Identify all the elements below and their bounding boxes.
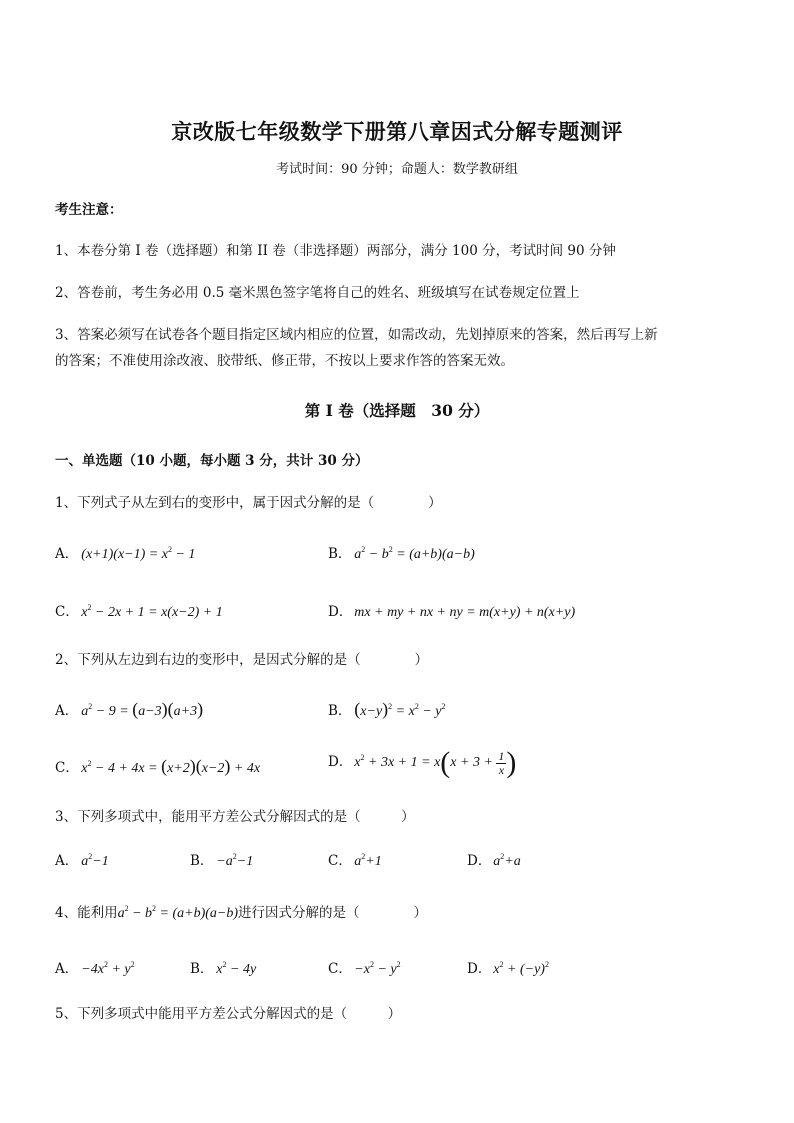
math-expression: $a^2 - b^2 = (a+b)(a-b)$ <box>354 545 475 562</box>
option-letter: C． <box>55 760 79 776</box>
option-letter: C． <box>328 961 352 977</box>
math-expression: mx + my + nx + ny = m(x+y) + n(x+y) <box>354 605 576 620</box>
question-4-option-c[interactable] <box>328 957 401 978</box>
question-3-option-b[interactable] <box>190 849 253 870</box>
page-title: 京改版七年级数学下册第八章因式分解专题测评 <box>171 119 623 144</box>
math-expression: $a^2+a$ <box>493 852 521 869</box>
option-letter: A． <box>55 961 79 977</box>
option-letter: B． <box>190 961 214 977</box>
option-letter: C． <box>328 853 352 869</box>
question-2-option-d[interactable] <box>328 748 516 778</box>
section-title: 第 I 卷（选择题 30 分） <box>304 401 490 420</box>
option-letter: A． <box>55 853 79 869</box>
question-4-stem <box>55 899 427 924</box>
question-1-option-d[interactable] <box>328 600 575 621</box>
question-5-stem: 5、下列多项式中能用平方差公式分解因式的是（ ） <box>55 1006 402 1022</box>
math-expression: $a^2 - b^2 = (a+b)(a-b)$ <box>117 904 239 921</box>
question-2-option-c[interactable] <box>55 756 260 777</box>
question-4-option-b[interactable] <box>190 957 256 978</box>
option-letter: C． <box>55 604 79 620</box>
question-3-option-a[interactable] <box>55 849 109 870</box>
math-expression: $a^2+1$ <box>354 852 382 869</box>
math-expression: $x^2 - 2x + 1 = x(x-2) + 1$ <box>81 603 223 620</box>
stem-text-before: 4、能利用 <box>55 905 118 921</box>
math-expression: $-a^2-1$ <box>216 852 254 869</box>
math-expression: $(x-y)^2 = x^2 - y^2$ <box>354 699 446 719</box>
question-1-option-b[interactable] <box>328 542 475 563</box>
option-letter: D． <box>467 961 492 977</box>
question-3-option-d[interactable] <box>467 849 521 870</box>
question-3-option-c[interactable] <box>328 849 382 870</box>
notice-item-3-line-2: 的答案；不准使用涂改液、胶带纸、修正带，不按以上要求作答的答案无效。 <box>55 353 514 369</box>
math-expression: $x^2 + 3x + 1 = x(x + 3$ + $\frac{1}{x}$ ) <box>354 746 517 779</box>
question-2-option-b[interactable] <box>328 699 446 720</box>
math-expression: $a^2 - 9 = (a-3)(a+3)$ <box>81 699 204 719</box>
math-expression: $x^2 - 4 + 4x = (x+2)(x-2) + 4x$ <box>81 756 261 776</box>
question-1-option-c[interactable] <box>55 600 223 621</box>
option-letter: D． <box>328 604 353 620</box>
option-letter: B． <box>190 853 214 869</box>
part-heading: 一、单选题（10 小题，每小题 3 分，共计 30 分） <box>55 453 369 469</box>
option-letter: D． <box>328 754 353 771</box>
stem-text-after: 进行因式分解的是（ ） <box>238 905 428 921</box>
option-letter: B． <box>328 546 352 562</box>
math-expression: $x^2 + (-y)^2$ <box>493 960 549 977</box>
notice-item-2: 2、答卷前，考生务必用 0.5 毫米黑色签字笔将自己的姓名、班级填写在试卷规定位置上 <box>55 285 580 301</box>
math-expression: $-x^2 - y^2$ <box>354 960 401 977</box>
notice-item-1: 1、本卷分第 I 卷（选择题）和第 II 卷（非选择题）两部分，满分 100 分，考试时间 90 分钟 <box>55 243 616 259</box>
option-letter: A． <box>55 546 79 562</box>
option-letter: D． <box>467 853 492 869</box>
option-letter: B． <box>328 703 352 719</box>
option-letter: A． <box>55 703 79 719</box>
question-2-option-a[interactable] <box>55 699 203 720</box>
question-4-option-a[interactable] <box>55 957 135 978</box>
math-expression: $-4x^2 + y^2$ <box>81 960 135 977</box>
math-expression: $a^2-1$ <box>81 852 109 869</box>
math-expression: $x^2 - 4y$ <box>216 960 257 977</box>
math-expression: $(x+1)(x-1) = x^2 - 1$ <box>81 545 196 562</box>
question-1-stem: 1、下列式子从左到右的变形中，属于因式分解的是（ ） <box>55 495 442 511</box>
notice-heading: 考生注意： <box>55 202 123 218</box>
question-4-option-d[interactable] <box>467 957 549 978</box>
notice-item-3-line-1: 3、答案必须写在试卷各个题目指定区域内相应的位置，如需改动，先划掉原来的答案，然后再写上新 <box>55 327 658 343</box>
exam-info: 考试时间：90 分钟；命题人：数学教研组 <box>276 162 518 177</box>
question-2-stem: 2、下列从左边到右边的变形中，是因式分解的是（ ） <box>55 652 429 668</box>
question-1-option-a[interactable] <box>55 542 195 563</box>
question-3-stem: 3、下列多项式中，能用平方差公式分解因式的是（ ） <box>55 809 415 825</box>
